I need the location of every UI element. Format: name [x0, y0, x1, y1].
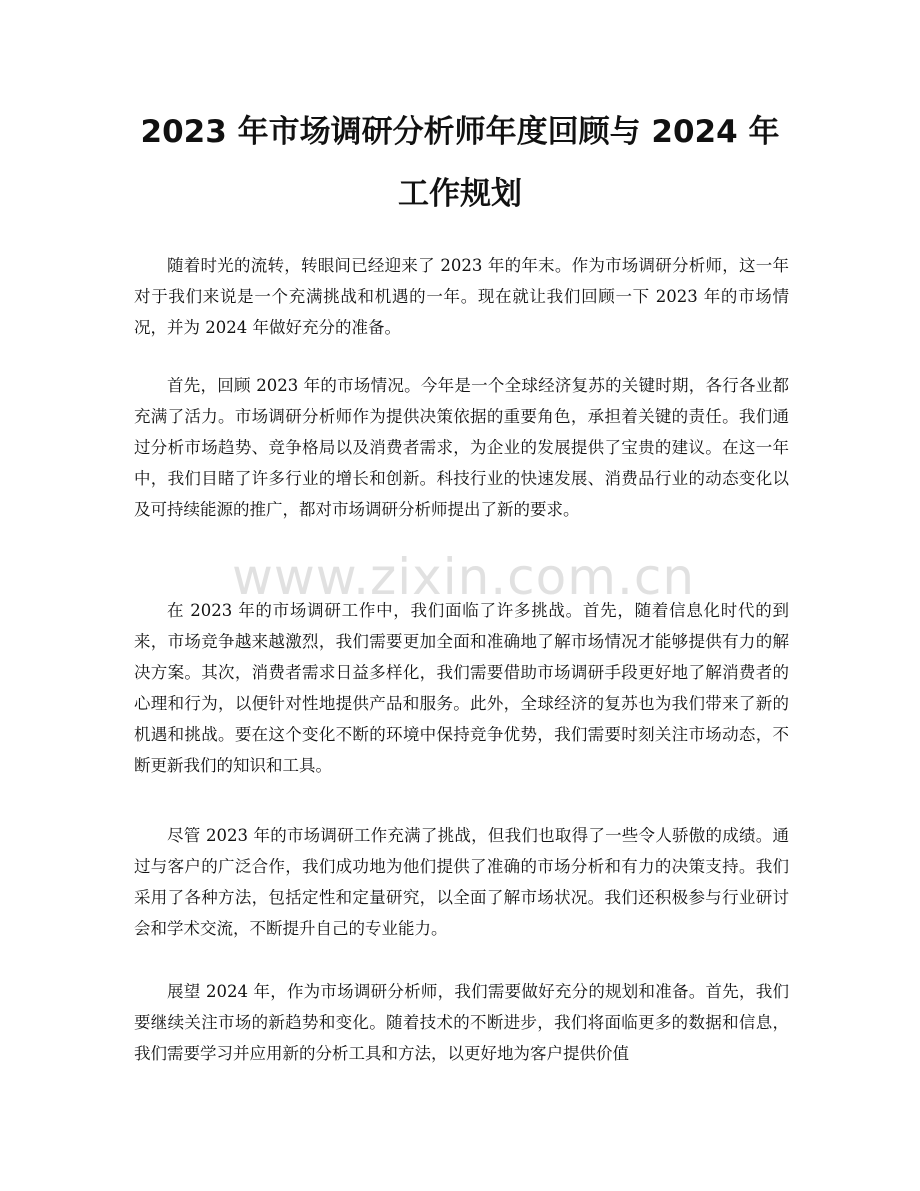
paragraph-achievements: 尽管 2023 年的市场调研工作充满了挑战，但我们也取得了一些令人骄傲的成绩。通过与客户的广泛合作，我们成功地为他们提供了准确的市场分析和有力的决策支持。我们采用了各种方法，包括定性和定量研究，以全面了解市场状况。我们还积极参与行业研讨会和学术交流，不断提升自己的专业能力。 [134, 826, 789, 938]
paragraph-outlook: 展望 2024 年，作为市场调研分析师，我们需要做好充分的规划和准备。首先，我们要继续关注市场的新趋势和变化。随着技术的不断进步，我们将面临更多的数据和信息，我们需要学习并应用新的分析工具和方法，以更好地为客户提供价值 [134, 982, 789, 1063]
paragraph-challenges: 在 2023 年的市场调研工作中，我们面临了许多挑战。首先，随着信息化时代的到来，市场竞争越来越激烈，我们需要更加全面和准确地了解市场情况才能够提供有力的解决方案。其次，消费者需求日益多样化，我们需要借助市场调研手段更好地了解消费者的心理和行为，以便针对性地提供产品和服务。此外，全球经济的复苏也为我们带来了新的机遇和挑战。要在这个变化不断的环境中保持竞争优势，我们需要时刻关注市场动态，不断更新我们的知识和工具。 [134, 601, 789, 775]
paragraph-intro: 随着时光的流转，转眼间已经迎来了 2023 年的年末。作为市场调研分析师，这一年对于我们来说是一个充满挑战和机遇的一年。现在就让我们回顾一下 2023 年的市场情况，并为 2024 年做好充分的准备。 [134, 256, 789, 337]
paragraph-market-review: 首先，回顾 2023 年的市场情况。今年是一个全球经济复苏的关键时期，各行各业都充满了活力。市场调研分析师作为提供决策依据的重要角色，承担着关键的责任。我们通过分析市场趋势、竞争格局以及消费者需求，为企业的发展提供了宝贵的建议。在这一年中，我们目睹了许多行业的增长和创新。科技行业的快速发展、消费品行业的动态变化以及可持续能源的推广，都对市场调研分析师提出了新的要求。 [134, 376, 789, 519]
watermark-text: www.zixin.com.cn [232, 548, 696, 606]
page-title-line-1: 2023 年市场调研分析师年度回顾与 2024 年 [140, 114, 780, 150]
page-title-line-2: 工作规划 [398, 176, 522, 212]
